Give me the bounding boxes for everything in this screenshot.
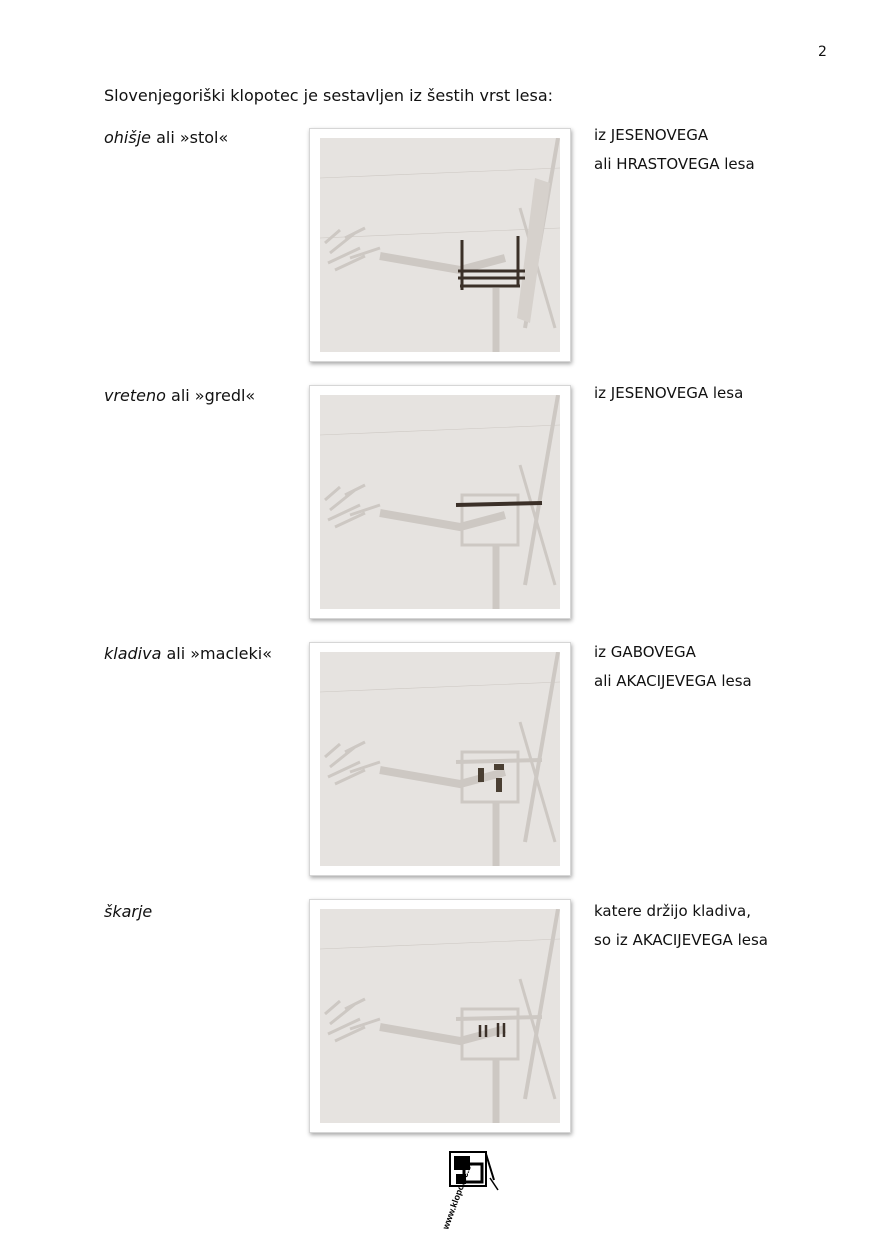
desc-line: iz JESENOVEGA lesa (594, 384, 744, 402)
page-number: 2 (818, 44, 827, 60)
part-desc-vreteno (594, 379, 743, 408)
part-desc-kladiva (594, 638, 752, 696)
desc-line: ali AKACIJEVEGA lesa (594, 672, 752, 690)
part-label-skarje (104, 902, 152, 921)
klopotec-photo (320, 652, 560, 866)
part-alt-name: ali »macleki« (161, 644, 273, 663)
part-label-ohisje (104, 128, 228, 147)
desc-line: iz JESENOVEGA (594, 126, 709, 144)
logo-url: www.klopotec.si (442, 1161, 474, 1231)
part-label-kladiva (104, 644, 272, 663)
page-heading: Slovenjegoriški klopotec je sestavljen iz šestih vrst lesa: (104, 86, 554, 105)
klopotec-photo (320, 138, 560, 352)
desc-line: so iz AKACIJEVEGA lesa (594, 931, 768, 949)
part-term: ohišje (104, 128, 151, 147)
desc-line: ali HRASTOVEGA lesa (594, 155, 755, 173)
part-photo-vreteno (309, 385, 571, 619)
part-photo-kladiva (309, 642, 571, 876)
klopotec-photo (320, 395, 560, 609)
part-desc-ohisje (594, 121, 755, 179)
part-desc-skarje (594, 897, 768, 955)
part-term: škarje (104, 902, 153, 921)
desc-line: katere držijo kladiva, (594, 902, 751, 920)
part-photo-skarje (309, 899, 571, 1133)
part-alt-name: ali »gredl« (165, 386, 256, 405)
part-term: vreteno (104, 386, 166, 405)
part-term: kladiva (104, 644, 162, 663)
klopotec-logo-icon (442, 1150, 500, 1234)
part-photo-ohisje (309, 128, 571, 362)
part-alt-name: ali »stol« (151, 128, 229, 147)
desc-line: iz GABOVEGA (594, 643, 696, 661)
part-label-vreteno (104, 386, 255, 405)
klopotec-photo (320, 909, 560, 1123)
klopotec-logo (442, 1150, 500, 1234)
